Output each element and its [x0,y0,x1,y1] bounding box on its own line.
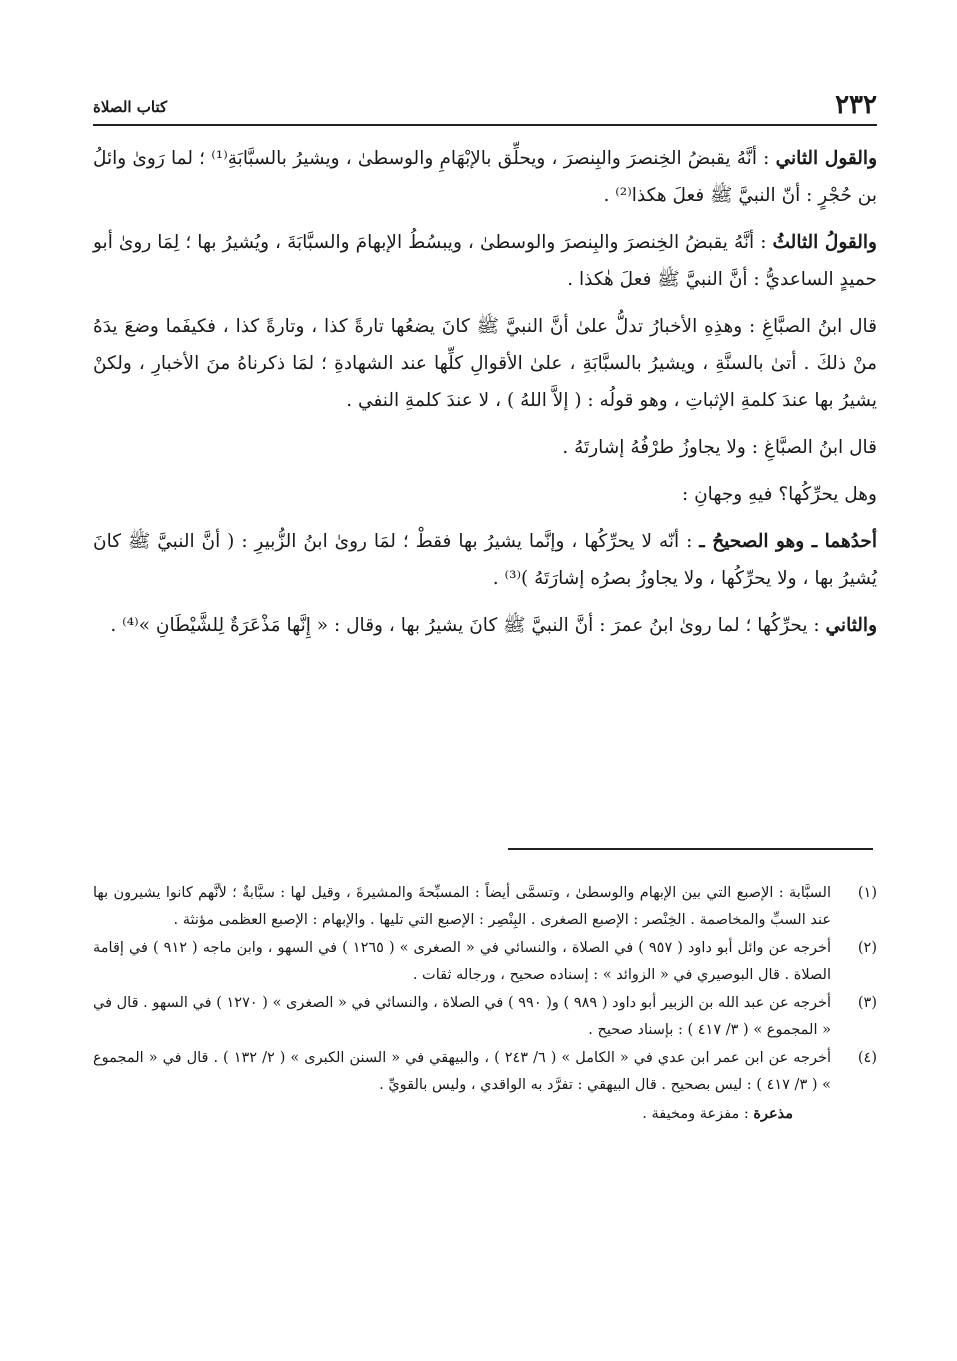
paragraph-text: قال ابنُ الصبَّاغِ : ولا يجاوزُ طرْفُهُ إشارتَهُ . [562,437,877,458]
footnote-number: (٣) [857,995,877,1011]
footnote-text: أخرجه عن عبد الله بن الزبير أبو داود ( ٩٨٩ ) و( ٩٩٠ ) في الصلاة ، والنسائي في « الصغرى » ( ١٢٧٠ ) في السهو . قال في « المجموع » ( ٣/ ٤١٧ ) : بإسناد صحيح . [93,995,831,1038]
main-text [93,140,877,654]
footnote [93,880,877,934]
page-header [93,84,877,126]
footnote [93,990,877,1044]
gloss-note [93,1100,877,1128]
paragraph [93,476,877,513]
footnote-text: أخرجه عن وائل أبو داود ( ٩٥٧ ) في الصلاة ، والنسائي في « الصغرى » ( ١٢٦٥ ) في السهو ، وابن ماجه ( ٩١٢ ) في إقامة الصلاة . قال البوصيري في « الزوائد » : إسناده صحيح ، ورجاله ثقات . [93,940,832,983]
paragraph-lead: والقولُ الثالثُ [772,232,877,253]
paragraph [93,308,877,419]
footnotes [93,880,877,1128]
paragraph-text: : أنَّهُ يقبضُ الخِنصرَ والبِنصرَ والوسطىٰ ، ويبسُطُ الإبهامَ والسبَّابَةَ ، ويُشيرُ بها ؛ لِمَا روىٰ أبو حميدٍ الساعديُّ : أنَّ النبيَّ ﷺ فعلَ هٰكذا . [93,232,877,290]
footnote-number: (٢) [857,940,877,956]
paragraph [93,140,877,214]
paragraph [93,429,877,466]
footnote [93,935,877,989]
paragraph [93,523,877,597]
paragraph-lead: والقول الثاني [775,148,878,169]
paragraph [93,224,877,298]
paragraph-text: : أنَّهُ يقبضُ الخِنصرَ والبِنصرَ ، ويحلِّق بالإبْهَامِ والوسطىٰ ، ويشيرُ بالسبَّابَةِ⁽¹⁾ ؛ لما رَوىٰ وائلُ بن حُجْرٍ : أنّ النبيَّ ﷺ فعلَ هكذا⁽²⁾ . [93,148,877,206]
gloss-text: : مفزعة ومخيفة . [642,1106,754,1122]
running-title: كتاب الصلاة [93,98,168,116]
gloss-term: مذعرة [753,1105,793,1122]
footnote-number: (١) [857,885,877,901]
paragraph-text: : يحرِّكُها ؛ لما روىٰ ابنُ عمرَ : أنَّ النبيَّ ﷺ كانَ يشيرُ بها ، وقال : « إِنَّها مَذْعَرَةٌ لِلشَّيْطَانِ »⁽⁴⁾ . [110,615,826,636]
page-number: ٢٣٢ [835,90,877,120]
paragraph-lead: والثاني [825,615,877,636]
paragraph [93,607,877,644]
paragraph-text: : أنّه لا يحرِّكُها ، وإنَّما يشيرُ بها فقطْ ؛ لمَا روىٰ ابنُ الزُّبيرِ : ( أنَّ النبيَّ ﷺ كانَ يُشيرُ بها ، ولا يحرِّكُها ، ولا يجاوزُ بصرُه إشارَتَهُ )⁽³⁾ . [93,531,877,589]
paragraph-lead: أحدُهما ـ وهو الصحيحُ ـ [699,531,877,552]
paragraph-text: قال ابنُ الصبَّاغِ : وهذِهِ الأخبارُ تدلُّ علىٰ أنَّ النبيَّ ﷺ كانَ يضعُها تارةً كذا ، وتارةً كذا ، فكيفَما وضعَ يدَهُ منْ ذلكَ . أتىٰ بالسنَّةِ ، ويشيرُ بالسبَّابَةِ ، علىٰ الأقوالِ كلِّها عند الشهادةِ ؛ لمَا ذكرناهُ منَ الأخبارِ ، ولكنْ يشيرُ بها عندَ كلمةِ الإثباتِ ، وهو قولُه : ( إلاَّ اللهُ ) ، لا عندَ كلمةِ النفي . [93,316,877,411]
footnote-text: أخرجه عن ابن عمر ابن عدي في « الكامل » ( ٦/ ٢٤٣ ) ، والبيهقي في « السنن الكبرى » ( ٢/ ١٣٢ ) . قال في « المجموع » ( ٣/ ٤١٧ ) : ليس بصحيح . قال البيهقي : تفرَّد به الواقدي ، وليس بالقويِّ . [93,1050,832,1093]
footnote [93,1045,877,1099]
footnote-number: (٤) [857,1050,877,1066]
footnote-separator [508,848,873,850]
paragraph-text: وهل يحرِّكُها؟ فيهِ وجهانِ : [681,484,877,505]
footnote-text: السبَّابة : الإصبع التي بين الإبهام والوسطىٰ ، وتسمَّى أيضاً : المسبِّحةَ والمشيرةَ ، وقيل لها : سبَّابةٌ ؛ لأنَّهم كانوا يشيرون بها عند السبِّ والمخاصمة . الخِنْصر : الإصبع الصغرى . البِنْصِر : الإصبع التي تليها . والإبهام : الإصبع العظمى مؤنثة . [93,885,831,928]
